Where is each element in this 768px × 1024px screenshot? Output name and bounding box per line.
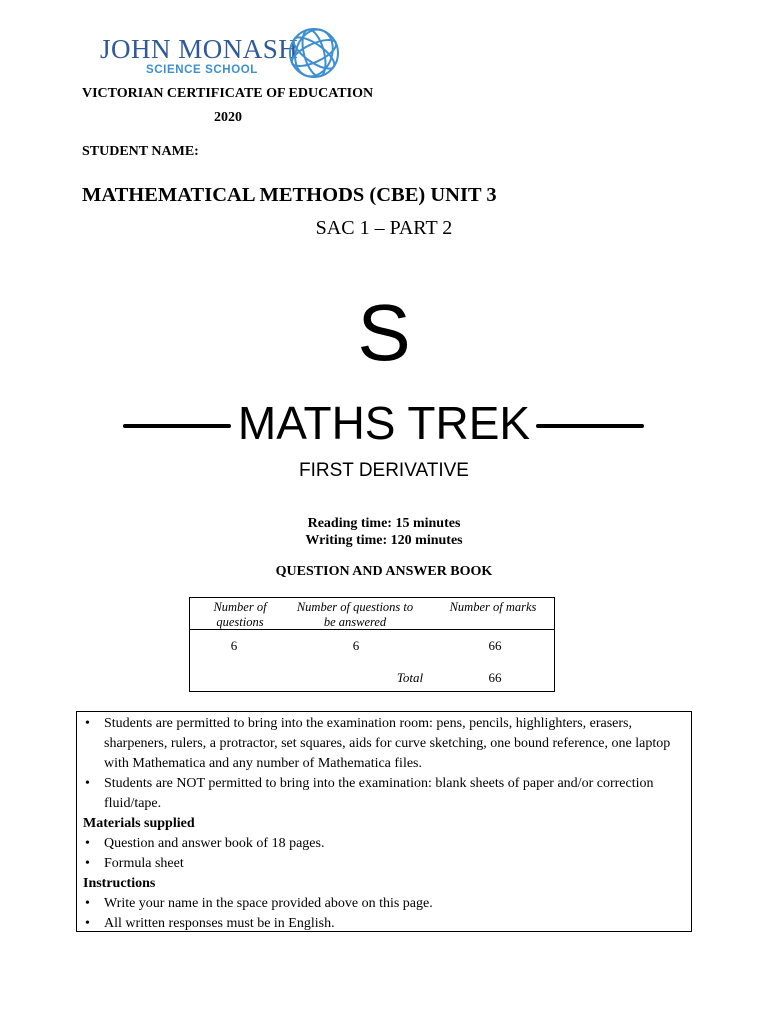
- school-logo: [96, 24, 346, 82]
- logo-line-1: JOHN MONASH: [100, 34, 299, 64]
- value-questions-to-answer: 6: [352, 638, 360, 653]
- bullet: •: [85, 836, 90, 851]
- material-item: Question and answer book of 18 pages.: [104, 836, 325, 851]
- list-item: [83, 894, 683, 914]
- bullet: •: [85, 776, 90, 791]
- trek-title: MATHS TREK: [237, 397, 531, 449]
- value-number-of-marks: 66: [488, 638, 502, 653]
- instruction-item: Write your name in the space provided above on this page.: [104, 896, 433, 911]
- title-rule-right: [536, 424, 644, 428]
- list-item: [83, 774, 683, 814]
- bullet: •: [85, 856, 90, 871]
- value-number-of-questions: 6: [230, 638, 238, 653]
- not-permitted-items-text: Students are NOT permitted to bring into the examination: blank sheets of paper and/or correction fluid/tape.: [104, 776, 654, 811]
- bullet: •: [85, 716, 90, 731]
- big-letter: S: [357, 288, 411, 377]
- instructions-heading: Instructions: [83, 876, 156, 891]
- instructions-box: [76, 711, 692, 932]
- year: 2020: [214, 110, 242, 125]
- list-item: [83, 854, 683, 874]
- list-item: [83, 834, 683, 854]
- total-label: Total: [396, 670, 424, 685]
- list-item: [83, 914, 683, 934]
- marks-table: [189, 597, 555, 692]
- subject-title: MATHEMATICAL METHODS (CBE) UNIT 3: [82, 184, 497, 206]
- cover-subtitle: FIRST DERIVATIVE: [299, 460, 469, 481]
- material-item: Formula sheet: [104, 856, 184, 871]
- globe-icon: [286, 25, 342, 81]
- permitted-items-text: Students are permitted to bring into the examination room: pens, pencils, highlighters, erasers, sharpeners, rulers, a protractor, set squares, aids for curve sketching, one bound reference, one laptop with Mathematica and any number of Mathematica files.: [104, 716, 671, 771]
- header-number-of-marks: Number of marks: [449, 600, 537, 614]
- total-value: 66: [488, 670, 502, 685]
- list-item: [83, 714, 683, 774]
- title-rule-left: [123, 424, 231, 428]
- book-label: QUESTION AND ANSWER BOOK: [275, 564, 493, 579]
- writing-time: Writing time: 120 minutes: [305, 533, 463, 548]
- assessment-title: SAC 1 – PART 2: [315, 217, 453, 239]
- logo-line-2: SCIENCE SCHOOL: [146, 64, 258, 76]
- reading-time: Reading time: 15 minutes: [307, 516, 461, 531]
- certificate-heading: VICTORIAN CERTIFICATE OF EDUCATION: [82, 86, 374, 101]
- header-number-of-questions: Number of questions: [213, 600, 267, 629]
- bullet: •: [85, 896, 90, 911]
- materials-heading: Materials supplied: [83, 816, 195, 831]
- table-divider: [190, 629, 554, 630]
- student-name-label: STUDENT NAME:: [82, 144, 199, 159]
- bullet: •: [85, 916, 90, 931]
- instruction-item: All written responses must be in English.: [104, 916, 335, 931]
- header-questions-to-answer: Number of questions to be answered: [296, 600, 414, 629]
